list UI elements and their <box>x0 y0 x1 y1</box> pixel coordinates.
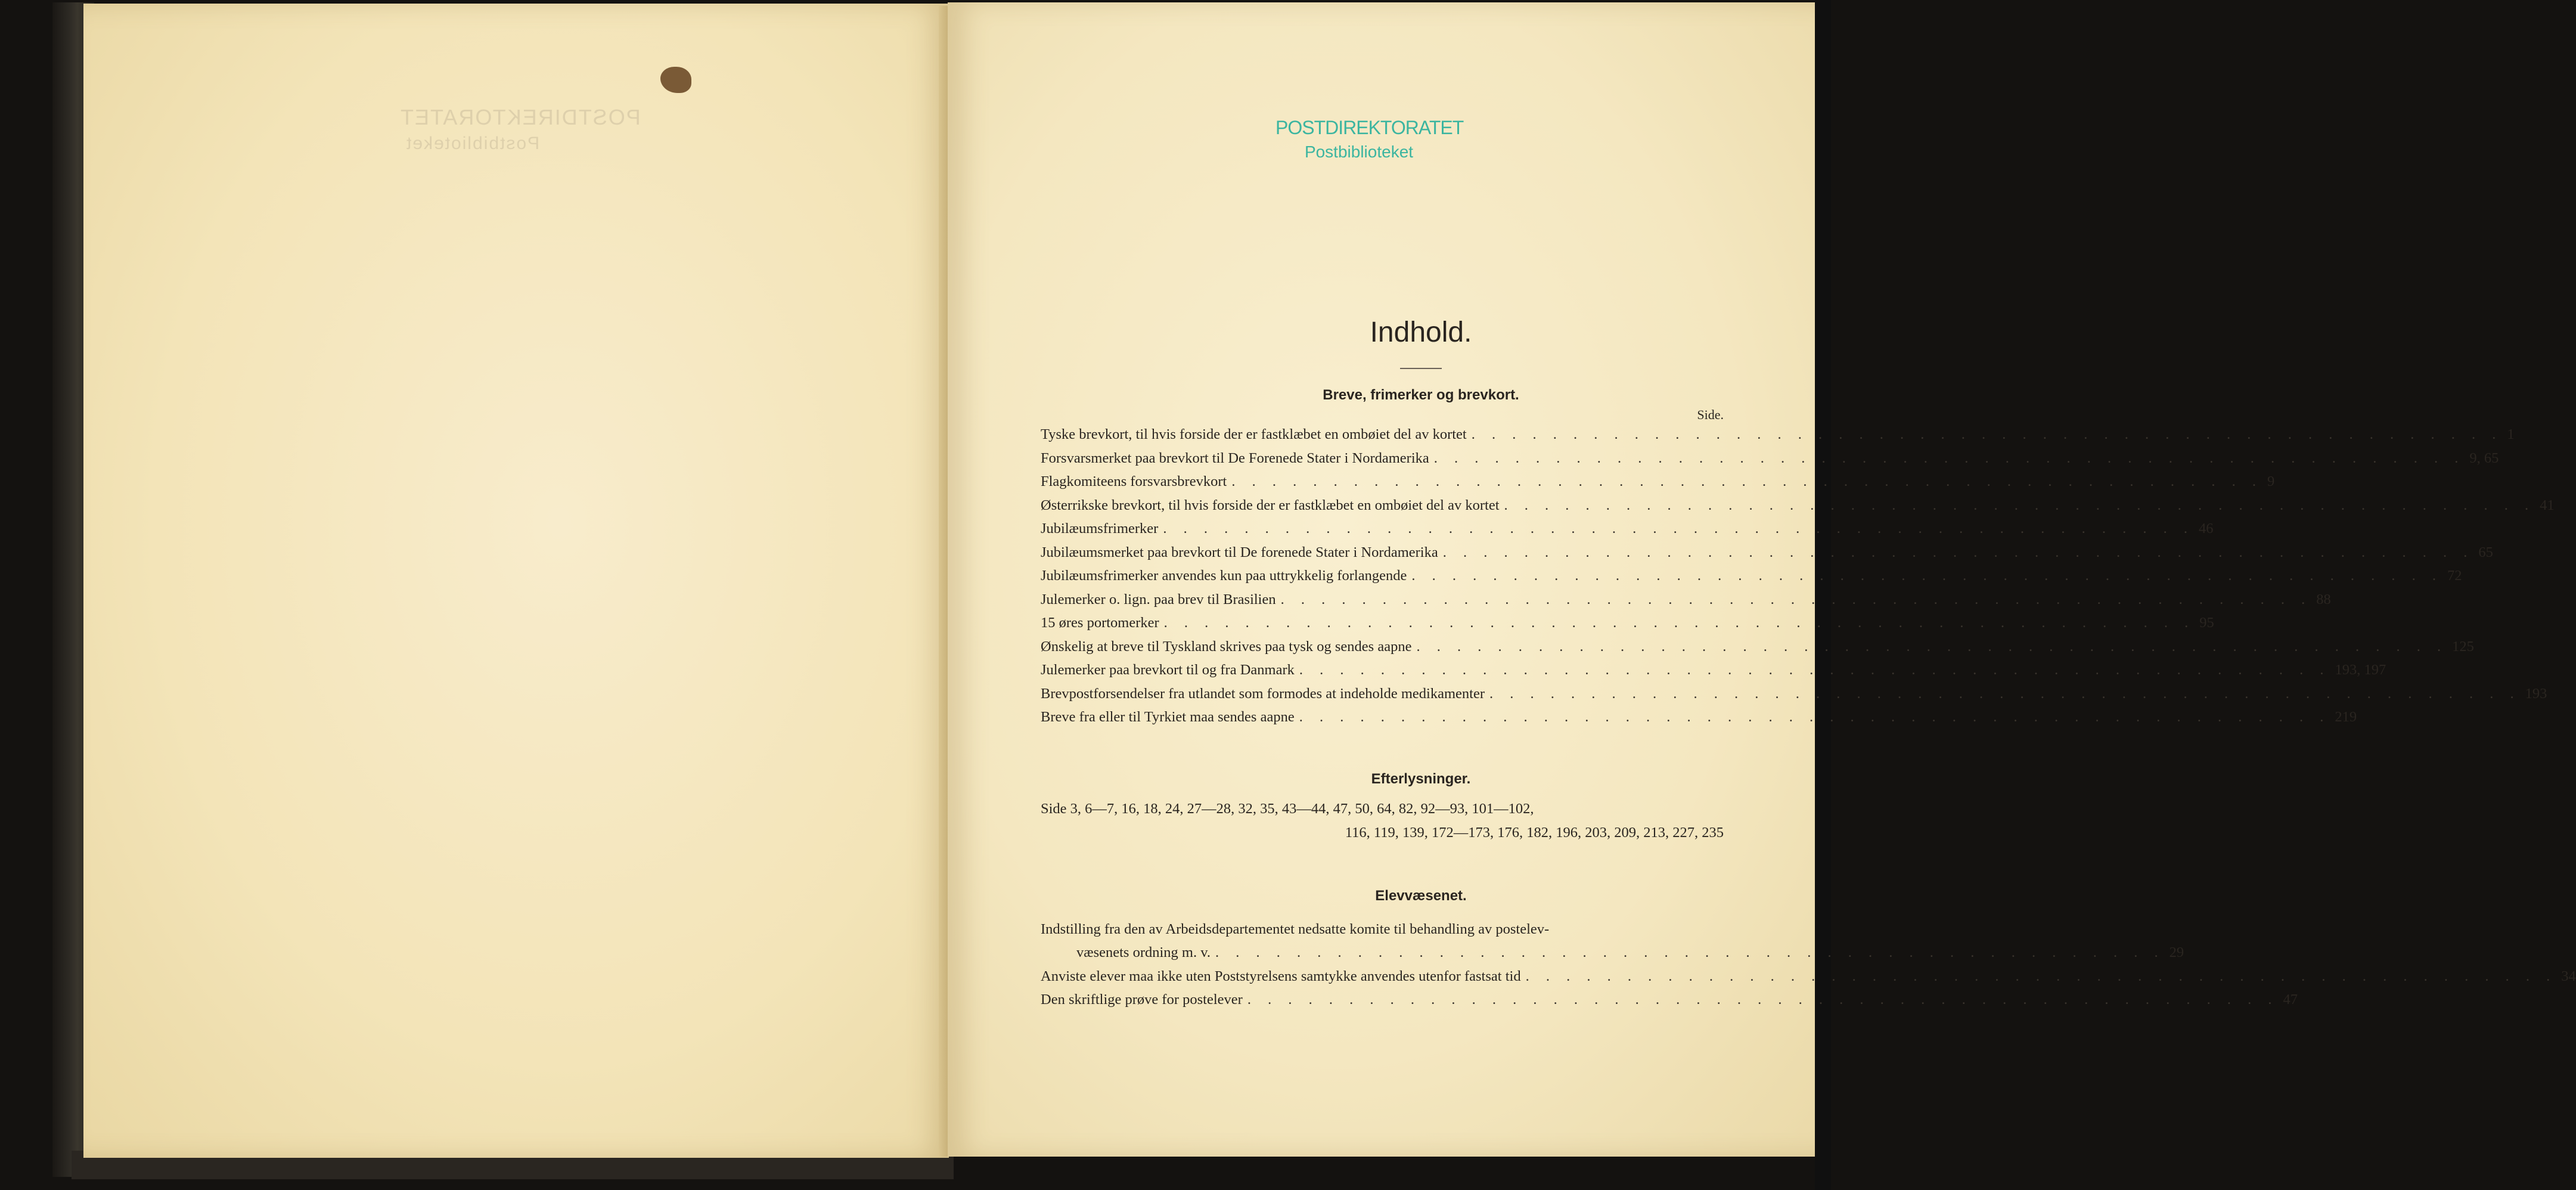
toc-entry-text: Brevpostforsendelser fra utlandet som formodes at indeholde medikamenter <box>1041 685 1485 702</box>
toc-entry-text: Forsvarsmerket paa brevkort til De Forenede Stater i Nordamerika <box>1041 450 1429 466</box>
toc-entry-page: 29 <box>2169 944 2184 960</box>
toc-entry <box>1041 494 2555 517</box>
library-stamp <box>1275 117 1464 162</box>
efterlysninger-references <box>1041 797 1724 845</box>
toc-entry-page: 9, 65 <box>2469 450 2499 466</box>
toc-entry-text: Østerrikske brevkort, til hvis forside der er fastklæbet en ombøiet del av kortet <box>1041 497 1500 513</box>
stamp-line2: Postbiblioteket <box>1304 142 1414 161</box>
bleed-through-stamp-line2: Postbiblioteket <box>405 134 540 153</box>
page-title: Indhold. <box>1370 317 1472 348</box>
section-heading-breve: Breve, frimerker og brevkort. <box>1323 387 1519 403</box>
page-column-label: Side. <box>1697 407 1724 422</box>
toc-entry-page: 47 <box>2283 991 2298 1008</box>
leader-dots: . . . . . . . . . . . . . . . . . . . . . . . . . . . . . . . . . . . . . . . . . . . . . . . . . . . <box>1442 544 2474 560</box>
title-rule <box>1400 368 1442 369</box>
toc-entry-page: 65 <box>2478 544 2493 560</box>
toc-entry <box>1041 611 2214 635</box>
toc-entry-text: Jubilæumsfrimerker <box>1041 520 1159 537</box>
toc-entry-text: Indstilling fra den av Arbeidsdepartementet nedsatte komite til behandling av postelev- <box>1041 921 1550 937</box>
leader-dots: . . . . . . . . . . . . . . . . . . . . . . . . . . . . . . . . . . . . . . . . . . . . . . . . . . . <box>1247 991 2279 1008</box>
leader-dots: . . . . . . . . . . . . . . . . . . . . . . . . . . . . . . . . . . . . . . . . . . . . . . . . . . . <box>1489 685 2521 702</box>
toc-entry-text: Jubilæumsmerket paa brevkort til De forenede Stater i Nordamerika <box>1041 544 1438 560</box>
section-heading-elevvaesenet: Elevvæsenet. <box>1375 887 1467 904</box>
leader-dots: . . . . . . . . . . . . . . . . . . . . . . . . . . . . . . . . . . . . . . . . . . . . . . . . . . . <box>1416 638 2448 655</box>
elevvaesenet-more-entries <box>1041 965 2576 1012</box>
leader-dots: . . . . . . . . . . . . . . . . . . . . . . . . . . . . . . . . . . . . . . . . . . . . . . . . . . . <box>1471 426 2503 442</box>
toc-entry <box>1041 470 2275 494</box>
toc-entry-text: Ønskelig at breve til Tyskland skrives paa tysk og sendes aapne <box>1041 638 1412 655</box>
leader-dots: . . . . . . . . . . . . . . . . . . . . . . . . . . . . . . . . . . . . . . . . . . . . . . . . . . . <box>1433 450 2465 466</box>
toc-entry-text: Jubilæumsfrimerker anvendes kun paa uttrykkelig forlangende <box>1041 568 1407 584</box>
toc-entry-page: 95 <box>2199 615 2214 631</box>
toc-entry <box>1041 658 2386 682</box>
references-line1: Side 3, 6—7, 16, 18, 24, 27—28, 32, 35, 43—44, 47, 50, 64, 82, 92—93, 101—102, <box>1041 800 1534 817</box>
toc-entry-text: Julemerker paa brevkort til og fra Danmark <box>1041 662 1295 678</box>
toc-entry <box>1041 635 2474 659</box>
toc-entry-page: 34 <box>2561 968 2576 984</box>
toc-entry-page: 193, 197 <box>2335 662 2386 678</box>
toc-entry <box>1041 588 2331 612</box>
leader-dots: . . . . . . . . . . . . . . . . . . . . . . . . . . . . . . . . . . . . . . . . . . . . . . . . . . . <box>1163 615 2195 631</box>
toc-entry-page: 41 <box>2540 497 2555 513</box>
elevvaesenet-entry-list <box>1041 918 2576 1012</box>
toc-entry-text: Den skriftlige prøve for postelever <box>1041 991 1243 1008</box>
leader-dots: . . . . . . . . . . . . . . . . . . . . . . . . . . . . . . . . . . . . . . . . . . . . . . . . . . . <box>1411 568 2442 584</box>
leader-dots: . . . . . . . . . . . . . . . . . . . . . . . . . . . . . . . . . . . . . . . . . . . . . . . . . . . <box>1525 968 2557 984</box>
toc-entry <box>1041 941 2184 965</box>
toc-entry-text: væsenets ordning m. v. <box>1076 944 1211 960</box>
toc-entry-page: 125 <box>2452 638 2474 655</box>
breve-entry-list <box>1041 423 2555 729</box>
bleed-through-stamp-line1: POSTDIREKTORATET <box>399 105 641 129</box>
toc-entry-page: 193 <box>2525 685 2547 702</box>
toc-entry-page: 72 <box>2447 568 2462 584</box>
toc-entry-text: Breve fra eller til Tyrkiet maa sendes aapne <box>1041 709 1295 725</box>
toc-entry-text: Flagkomiteens forsvarsbrevkort <box>1041 473 1227 489</box>
leader-dots: . . . . . . . . . . . . . . . . . . . . . . . . . . . . . . . . . . . . . . . . . . . . . . . . . . . <box>1299 662 2330 678</box>
toc-entry <box>1041 423 2515 447</box>
toc-entry-text: 15 øres portomerker <box>1041 615 1159 631</box>
table-of-contents <box>1041 316 2576 1012</box>
toc-entry-page: 46 <box>2198 520 2214 537</box>
stamp-line1: POSTDIREKTORATET <box>1275 117 1464 138</box>
section-heading-efterlysninger: Efterlysninger. <box>1371 770 1471 787</box>
toc-entry <box>1041 447 2499 470</box>
leader-dots: . . . . . . . . . . . . . . . . . . . . . . . . . . . . . . . . . . . . . . . . . . . . . . . . . . . <box>1163 520 2194 537</box>
toc-entry <box>1041 564 2462 588</box>
toc-entry <box>1041 988 2298 1012</box>
toc-entry-page: 219 <box>2335 709 2357 725</box>
leader-dots: . . . . . . . . . . . . . . . . . . . . . . . . . . . . . . . . . . . . . . . . . . . . . . . . . . . <box>1504 497 2535 513</box>
toc-entry <box>1041 517 2214 541</box>
toc-entry <box>1041 541 2493 565</box>
toc-entry-page: 9 <box>2267 473 2275 489</box>
toc-entry-text: Anviste elever maa ikke uten Poststyrelsens samtykke anvendes utenfor fastsat tid <box>1041 968 1521 984</box>
toc-entry-text: Julemerker o. lign. paa brev til Brasilien <box>1041 591 1276 608</box>
references-line2: 116, 119, 139, 172—173, 176, 182, 196, 203, 209, 213, 227, 235 <box>1345 824 1724 841</box>
toc-entry-page: 1 <box>2507 426 2515 442</box>
leader-dots: . . . . . . . . . . . . . . . . . . . . . . . . . . . . . . . . . . . . . . . . . . . . . . . . . . . <box>1280 591 2312 608</box>
toc-entry-page: 88 <box>2316 591 2331 608</box>
toc-entry <box>1041 965 2576 988</box>
toc-entry <box>1041 682 2547 706</box>
toc-entry <box>1041 705 2357 729</box>
toc-entry-text: Tyske brevkort, til hvis forside der er fastklæbet en ombøiet del av kortet <box>1041 426 1467 442</box>
left-page <box>83 4 949 1158</box>
leader-dots: . . . . . . . . . . . . . . . . . . . . . . . . . . . . . . . . . . . . . . . . . . . . . . . . . . . <box>1231 473 2262 489</box>
leader-dots: . . . . . . . . . . . . . . . . . . . . . . . . . . . . . . . . . . . . . . . . . . . . . . . . . . . <box>1299 709 2330 725</box>
leader-dots: . . . . . . . . . . . . . . . . . . . . . . . . . . . . . . . . . . . . . . . . . . . . . . . <box>1215 944 2165 960</box>
